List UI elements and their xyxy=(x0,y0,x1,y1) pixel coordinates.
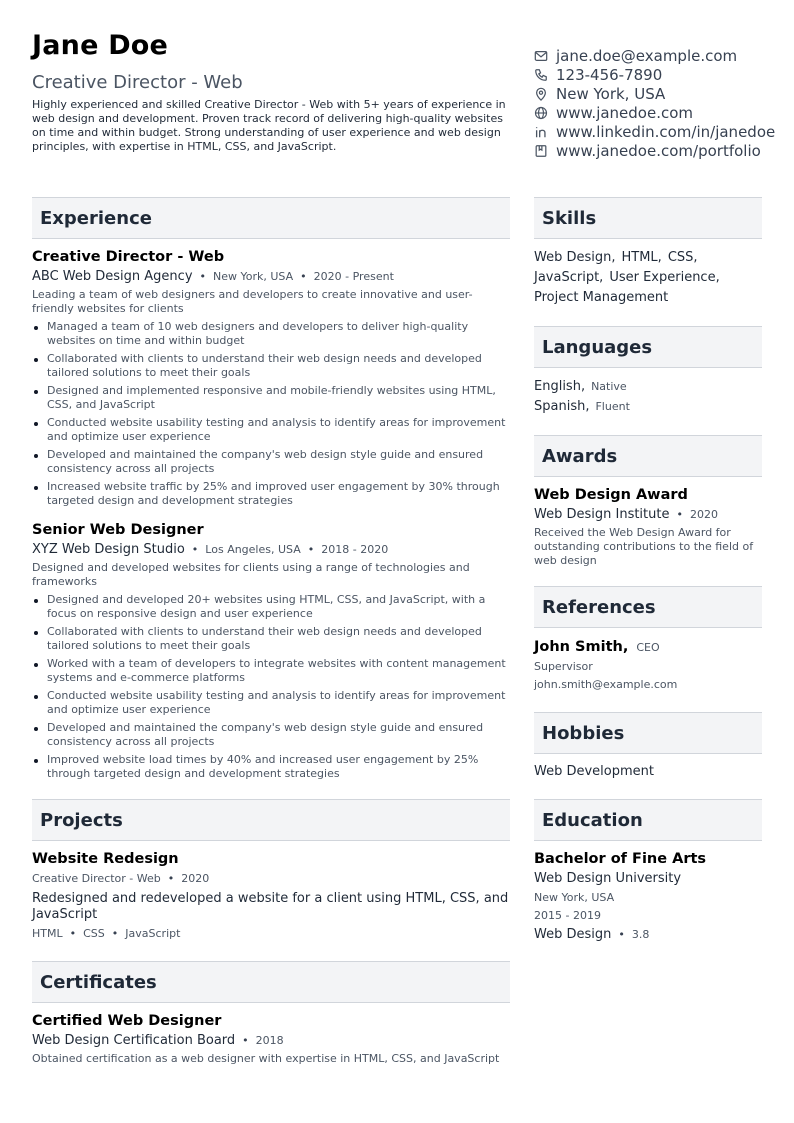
certificate-title: Certified Web Designer xyxy=(32,1013,222,1029)
tag: JavaScript xyxy=(125,927,181,940)
hobbies-section xyxy=(534,712,762,781)
project-meta xyxy=(32,869,510,889)
achievement-item: Designed and implemented responsive and mobile-friendly websites using HTML, CSS, and JavaScript xyxy=(32,384,510,412)
mail-icon xyxy=(534,49,548,63)
achievement-item: Improved website load times by 40% and increased user engagement by 25% through targeted design and development strategies xyxy=(32,753,510,781)
contact-portfolio-text: www.janedoe.com/portfolio xyxy=(556,141,761,160)
education-meta xyxy=(534,925,762,945)
reference-position: CEO xyxy=(636,641,660,654)
skill-list xyxy=(534,248,762,308)
experience-item xyxy=(32,248,510,508)
project-title: Website Redesign xyxy=(32,851,179,867)
language-item xyxy=(534,397,762,417)
achievement-item: Conducted website usability testing and analysis to identify areas for improvement and optimize user experience xyxy=(32,689,510,717)
job-location: Los Angeles, USA xyxy=(205,543,301,556)
awards-section xyxy=(534,435,762,568)
contact-linkedin[interactable] xyxy=(534,122,794,141)
project-description: Redesigned and redeveloped a website for a client using HTML, CSS, and JavaScript xyxy=(32,891,509,922)
contact-linkedin-text: www.linkedin.com/in/janedoe xyxy=(556,122,776,141)
education-gpa: 3.8 xyxy=(631,928,650,941)
certificate-issuer: Web Design Certification Board xyxy=(32,1033,236,1048)
achievement-item: Increased website traffic by 25% and improved user engagement by 30% through targeted design and development strategies xyxy=(32,480,510,508)
achievement-item: Collaborated with clients to understand their web design needs and developed tailored solutions to meet their goals xyxy=(32,352,510,380)
separator-dot: • xyxy=(242,1034,249,1047)
skill-item: CSS, xyxy=(667,250,698,265)
job-meta xyxy=(32,540,510,560)
location-icon xyxy=(534,87,548,101)
section-heading: Hobbies xyxy=(534,712,762,754)
education-dates: 2015 - 2019 xyxy=(534,909,601,922)
separator-dot: • xyxy=(676,508,683,521)
award-description: Received the Web Design Award for outstanding contributions to the field of web design xyxy=(534,526,754,567)
separator-dot: • xyxy=(167,872,175,885)
achievement-list xyxy=(32,593,510,781)
phone-icon xyxy=(534,68,548,82)
skill-item: Project Management xyxy=(534,290,669,305)
achievement-item: Worked with a team of developers to integrate websites with content management systems and e-commerce platforms xyxy=(32,657,510,685)
contact-phone[interactable] xyxy=(534,65,794,84)
award-meta xyxy=(534,505,762,525)
skill-item: JavaScript, xyxy=(534,270,604,285)
reference-email[interactable]: john.smith@example.com xyxy=(534,678,678,691)
language-name: Spanish, xyxy=(534,399,590,414)
section-heading: Projects xyxy=(32,799,510,841)
skills-section xyxy=(534,197,762,308)
section-heading: References xyxy=(534,586,762,628)
separator-dot: • xyxy=(69,927,77,940)
certificate-meta xyxy=(32,1031,510,1051)
portfolio-icon xyxy=(534,144,548,158)
job-description: Leading a team of web designers and developers to create innovative and user-friendly websites for clients xyxy=(32,288,473,315)
hobby-item: Web Development xyxy=(534,764,654,779)
contact-location xyxy=(534,84,794,103)
left-column xyxy=(32,197,510,1084)
skill-item: Web Design, xyxy=(534,250,616,265)
summary-text: Highly experienced and skilled Creative Director - Web with 5+ years of experience in web design and development. Proven track record of delivering high-quality websites on time and within budget. Strong understanding of user experience and web design principles, with expertise in HTML, CSS, and JavaScript. xyxy=(32,98,506,153)
section-heading: Certificates xyxy=(32,961,510,1003)
section-heading: Education xyxy=(534,799,762,841)
job-description: Designed and developed websites for clients using a range of technologies and frameworks xyxy=(32,561,470,588)
award-title: Web Design Award xyxy=(534,487,688,503)
job-title: Senior Web Designer xyxy=(32,522,204,538)
reference-header xyxy=(534,637,762,658)
achievement-item: Developed and maintained the company's web design style guide and ensured consistency across all projects xyxy=(32,721,510,749)
education-field: Web Design xyxy=(534,927,612,942)
job-location: New York, USA xyxy=(213,270,294,283)
achievement-list xyxy=(32,320,510,508)
language-item xyxy=(534,377,762,397)
experience-item xyxy=(32,521,510,781)
skill-item: HTML, xyxy=(621,250,662,265)
contact-portfolio[interactable] xyxy=(534,141,794,160)
section-heading: Experience xyxy=(32,197,510,239)
achievement-item: Designed and developed 20+ websites using HTML, CSS, and JavaScript, with a focus on responsive design and user experience xyxy=(32,593,510,621)
candidate-name: Jane Doe xyxy=(32,30,169,61)
languages-section xyxy=(534,326,762,417)
award-issuer: Web Design Institute xyxy=(534,507,670,522)
separator-dot: • xyxy=(191,543,199,556)
candidate-role: Creative Director - Web xyxy=(32,72,243,93)
section-heading: Awards xyxy=(534,435,762,477)
contact-list xyxy=(534,46,794,160)
job-dates: 2018 - 2020 xyxy=(321,543,389,556)
award-year: 2020 xyxy=(689,508,718,521)
certificate-description: Obtained certification as a web designer with expertise in HTML, CSS, and JavaScript xyxy=(32,1052,500,1065)
company: XYZ Web Design Studio xyxy=(32,542,185,557)
education-location: New York, USA xyxy=(534,891,615,904)
language-name: English, xyxy=(534,379,586,394)
linkedin-icon xyxy=(534,125,548,139)
job-title: Creative Director - Web xyxy=(32,249,225,265)
language-level: Native xyxy=(591,380,627,393)
projects-section xyxy=(32,799,510,943)
achievement-item: Managed a team of 10 web designers and developers to deliver high-quality websites on time and within budget xyxy=(32,320,510,348)
contact-location-text: New York, USA xyxy=(556,84,666,103)
contact-website[interactable] xyxy=(534,103,794,122)
reference-relation: Supervisor xyxy=(534,660,593,673)
project-tags xyxy=(32,925,510,943)
globe-icon xyxy=(534,106,548,120)
tag: CSS xyxy=(83,927,105,940)
achievement-item: Conducted website usability testing and analysis to identify areas for improvement and optimize user experience xyxy=(32,416,510,444)
company: ABC Web Design Agency xyxy=(32,269,193,284)
separator-dot: • xyxy=(111,927,119,940)
tag: HTML xyxy=(32,927,63,940)
certificate-year: 2018 xyxy=(255,1034,284,1047)
education-section xyxy=(534,799,762,945)
degree: Bachelor of Fine Arts xyxy=(534,851,707,867)
resume-header xyxy=(32,30,794,180)
language-level: Fluent xyxy=(595,400,630,413)
contact-email[interactable] xyxy=(534,46,794,65)
section-heading: Languages xyxy=(534,326,762,368)
skill-item: User Experience, xyxy=(609,270,720,285)
certificates-section xyxy=(32,961,510,1066)
project-role: Creative Director - Web xyxy=(32,872,161,885)
experience-section xyxy=(32,197,510,781)
separator-dot: • xyxy=(300,270,307,283)
job-dates: 2020 - Present xyxy=(313,270,394,283)
contact-phone-text: 123-456-7890 xyxy=(556,65,663,84)
achievement-item: Collaborated with clients to understand their web design needs and developed tailored solutions to meet their goals xyxy=(32,625,510,653)
separator-dot: • xyxy=(199,270,207,283)
achievement-item: Developed and maintained the company's web design style guide and ensured consistency across all projects xyxy=(32,448,510,476)
reference-name: John Smith, xyxy=(534,639,629,655)
project-year: 2020 xyxy=(181,872,210,885)
references-section xyxy=(534,586,762,694)
contact-website-text: www.janedoe.com xyxy=(556,103,694,122)
right-column xyxy=(534,197,762,963)
contact-email-text: jane.doe@example.com xyxy=(556,46,738,65)
separator-dot: • xyxy=(307,543,315,556)
job-meta xyxy=(32,267,510,287)
institution: Web Design University xyxy=(534,871,682,886)
separator-dot: • xyxy=(618,928,625,941)
section-heading: Skills xyxy=(534,197,762,239)
